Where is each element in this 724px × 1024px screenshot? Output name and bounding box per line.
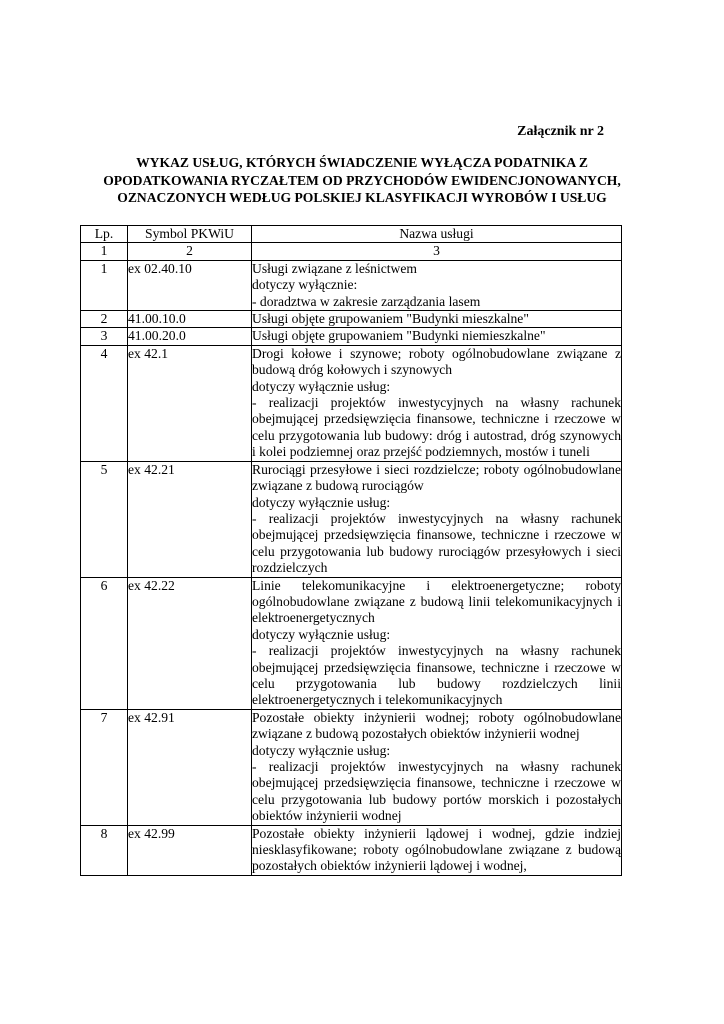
row-lp: 1 [81, 260, 128, 310]
header-name: Nazwa usługi [252, 226, 622, 243]
service-line: - realizacji projektów inwestycyjnych na własny rachunek obejmującej przedsięwzięcia finansowe, techniczne i rzeczowe w celu przygotowania lub budowy portów morskich i pozostałych obiektów inżynierii wodnej [252, 759, 621, 824]
service-line: - realizacji projektów inwestycyjnych na własny rachunek obejmującej przedsięwzięcia finansowe, techniczne i rzeczowe w celu przygotowania lub budowy rozdzielczych linii elektroenergetycznych i telekomunikacyjnych [252, 643, 621, 708]
row-symbol: ex 42.91 [128, 709, 252, 825]
header-lp: Lp. [81, 226, 128, 243]
table-row [81, 260, 622, 310]
row-service-name [252, 577, 622, 709]
row-symbol: ex 02.40.10 [128, 260, 252, 310]
service-line: Usługi objęte grupowaniem "Budynki mieszkalne" [252, 311, 529, 327]
service-line: dotyczy wyłącznie usług: [252, 378, 391, 394]
services-table [80, 225, 622, 876]
service-line: Usługi związane z leśnictwem [252, 260, 417, 276]
service-line: - doradztwa w zakresie zarządzania lasem [252, 293, 481, 309]
row-service-name [252, 345, 622, 461]
service-line: dotyczy wyłącznie usług: [252, 742, 391, 758]
document-heading [80, 154, 644, 207]
service-line: - realizacji projektów inwestycyjnych na własny rachunek obejmującej przedsięwzięcia finansowe, techniczne i rzeczowe w celu przygotowania lub budowy: dróg i autostrad, dróg szynowych i kolei podziemnej oraz przejść podziemnych, mostów i tuneli [252, 395, 621, 460]
table-row [81, 311, 622, 328]
row-symbol: 41.00.20.0 [128, 328, 252, 345]
row-symbol: ex 42.1 [128, 345, 252, 461]
row-symbol: ex 42.99 [128, 825, 252, 875]
table-row [81, 577, 622, 709]
row-service-name [252, 709, 622, 825]
table-row [81, 328, 622, 345]
row-lp: 6 [81, 577, 128, 709]
table-row [81, 461, 622, 577]
row-lp: 4 [81, 345, 128, 461]
row-symbol: ex 42.22 [128, 577, 252, 709]
annex-label: Załącznik nr 2 [517, 124, 604, 139]
heading-line: WYKAZ USŁUG, KTÓRYCH ŚWIADCZENIE WYŁĄCZA PODATNIKA Z [136, 155, 588, 170]
service-line: dotyczy wyłącznie: [252, 277, 358, 293]
header-symbol: Symbol PKWiU [128, 226, 252, 243]
row-lp: 3 [81, 328, 128, 345]
service-line: Drogi kołowe i szynowe; roboty ogólnobudowlane związane z budową dróg kołowych i szynowych [252, 345, 621, 378]
row-symbol: 41.00.10.0 [128, 311, 252, 328]
row-service-name [252, 311, 622, 328]
column-number: 2 [128, 243, 252, 260]
row-symbol: ex 42.21 [128, 461, 252, 577]
service-line: dotyczy wyłącznie usług: [252, 626, 391, 642]
table-row [81, 825, 622, 875]
heading-line: OPODATKOWANIA RYCZAŁTEM OD PRZYCHODÓW EWIDENCJONOWANYCH, [103, 172, 621, 188]
row-lp: 8 [81, 825, 128, 875]
row-lp: 7 [81, 709, 128, 825]
heading-line: OZNACZONYCH WEDŁUG POLSKIEJ KLASYFIKACJI WYROBÓW I USŁUG [117, 190, 607, 205]
service-line: dotyczy wyłącznie usług: [252, 494, 391, 510]
service-line: - realizacji projektów inwestycyjnych na własny rachunek obejmującej przedsięwzięcia finansowe, techniczne i rzeczowe w celu przygotowania lub budowy rurociągów przesyłowych i sieci rozdzielczych [252, 510, 621, 576]
column-number: 1 [81, 243, 128, 260]
table-header-row [81, 226, 622, 243]
service-line: Pozostałe obiekty inżynierii lądowej i wodnej, gdzie indziej niesklasyfikowane; roboty ogólnobudowlane związane z budową pozostałych obiektów inżynierii lądowej i wodnej, [252, 825, 621, 874]
column-number: 3 [252, 243, 622, 260]
row-service-name [252, 328, 622, 345]
row-service-name [252, 825, 622, 875]
row-service-name [252, 260, 622, 310]
service-line: Usługi objęte grupowaniem "Budynki niemieszkalne" [252, 328, 546, 344]
service-line: Rurociągi przesyłowe i sieci rozdzielcze; roboty ogólnobudowlane związane z budową rurociągów [252, 461, 621, 494]
table-row [81, 709, 622, 825]
row-lp: 2 [81, 311, 128, 328]
service-line: Pozostałe obiekty inżynierii wodnej; roboty ogólnobudowlane związane z budową pozostałych obiektów inżynierii wodnej [252, 709, 621, 742]
row-service-name [252, 461, 622, 577]
service-line: Linie telekomunikacyjne i elektroenergetyczne; roboty ogólnobudowlane związane z budową linii telekomunikacyjnych i elektroenergetycznych [252, 577, 621, 626]
table-number-row [81, 243, 622, 260]
table-row [81, 345, 622, 461]
row-lp: 5 [81, 461, 128, 577]
